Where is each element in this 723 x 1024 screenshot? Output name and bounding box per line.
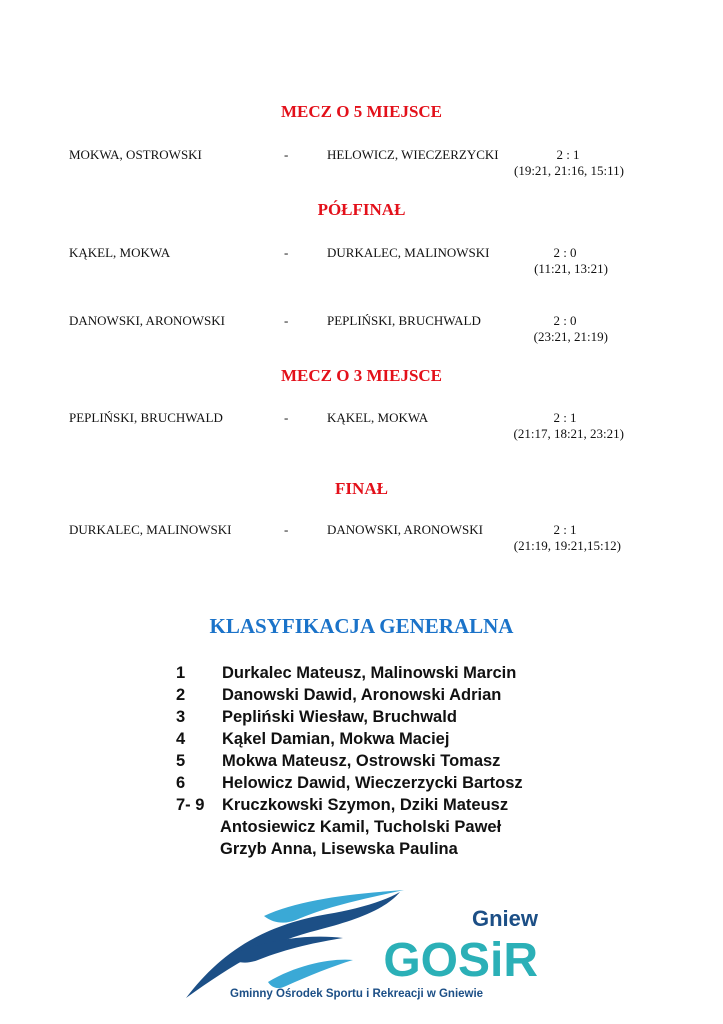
place-number: 7- 9 xyxy=(176,796,205,814)
player-names: Helowicz Dawid, Wieczerzycki Bartosz xyxy=(222,774,523,792)
match-result: 2 : 1 xyxy=(553,410,577,425)
classification-title: KLASYFIKACJA GENERALNA xyxy=(209,614,514,638)
team-b: DURKALEC, MALINOWSKI xyxy=(327,245,490,260)
set-scores: (21:19, 19:21,15:12) xyxy=(513,538,621,553)
team-b: PEPLIŃSKI, BRUCHWALD xyxy=(327,313,481,328)
team-a: KĄKEL, MOKWA xyxy=(69,245,171,260)
place-number: 2 xyxy=(176,686,186,704)
section-title-5th-place: MECZ O 5 MIEJSCE xyxy=(280,102,443,121)
player-names: Pepliński Wiesław, Bruchwald xyxy=(222,708,457,726)
logo-town: Gniew xyxy=(471,906,538,931)
set-scores: (19:21, 21:16, 15:11) xyxy=(513,163,624,178)
separator-dash: - xyxy=(284,147,289,162)
player-names: Kąkel Damian, Mokwa Maciej xyxy=(222,730,450,748)
set-scores: (21:17, 18:21, 23:21) xyxy=(513,426,624,441)
separator-dash: - xyxy=(284,313,289,328)
section-title-semifinal: PÓŁFINAŁ xyxy=(317,200,406,219)
gosir-logo xyxy=(178,886,550,1004)
match-result: 2 : 0 xyxy=(553,245,577,260)
team-b: DANOWSKI, ARONOWSKI xyxy=(327,522,483,537)
team-a: PEPLIŃSKI, BRUCHWALD xyxy=(69,410,223,425)
player-names: Mokwa Mateusz, Ostrowski Tomasz xyxy=(222,752,501,770)
player-names: Kruczkowski Szymon, Dziki Mateusz xyxy=(222,796,509,814)
team-a: DANOWSKI, ARONOWSKI xyxy=(69,313,225,328)
match-row xyxy=(0,147,723,187)
match-row xyxy=(0,245,723,285)
place-number: 1 xyxy=(176,664,186,682)
separator-dash: - xyxy=(284,410,289,425)
player-names: Grzyb Anna, Lisewska Paulina xyxy=(220,840,458,858)
team-b: KĄKEL, MOKWA xyxy=(327,410,429,425)
separator-dash: - xyxy=(284,522,289,537)
match-row xyxy=(0,522,723,562)
separator-dash: - xyxy=(284,245,289,260)
logo-swoosh-dark-2 xyxy=(228,937,343,963)
match-row xyxy=(0,313,723,353)
place-number: 5 xyxy=(176,752,186,770)
place-number: 4 xyxy=(176,730,186,748)
logo-swoosh-light-2 xyxy=(268,960,353,988)
set-scores: (23:21, 21:19) xyxy=(533,329,608,344)
match-result: 2 : 1 xyxy=(556,147,580,162)
match-result: 2 : 1 xyxy=(553,522,577,537)
match-row xyxy=(0,410,723,450)
place-number: 6 xyxy=(176,774,186,792)
player-names: Durkalec Mateusz, Malinowski Marcin xyxy=(222,664,517,682)
logo-tagline: Gminny Ośrodek Sportu i Rekreacji w Gniewie xyxy=(230,988,484,1000)
logo-name: GOSiR xyxy=(383,934,538,987)
match-result: 2 : 0 xyxy=(553,313,577,328)
player-names: Antosiewicz Kamil, Tucholski Paweł xyxy=(220,818,502,836)
team-a: DURKALEC, MALINOWSKI xyxy=(69,522,232,537)
player-names: Danowski Dawid, Aronowski Adrian xyxy=(222,686,502,704)
section-title-3rd-place: MECZ O 3 MIEJSCE xyxy=(280,366,443,385)
set-scores: (11:21, 13:21) xyxy=(534,261,608,276)
team-a: MOKWA, OSTROWSKI xyxy=(69,147,202,162)
place-number: 3 xyxy=(176,708,186,726)
team-b: HELOWICZ, WIECZERZYCKI xyxy=(327,147,499,162)
section-title-final: FINAŁ xyxy=(335,479,388,498)
